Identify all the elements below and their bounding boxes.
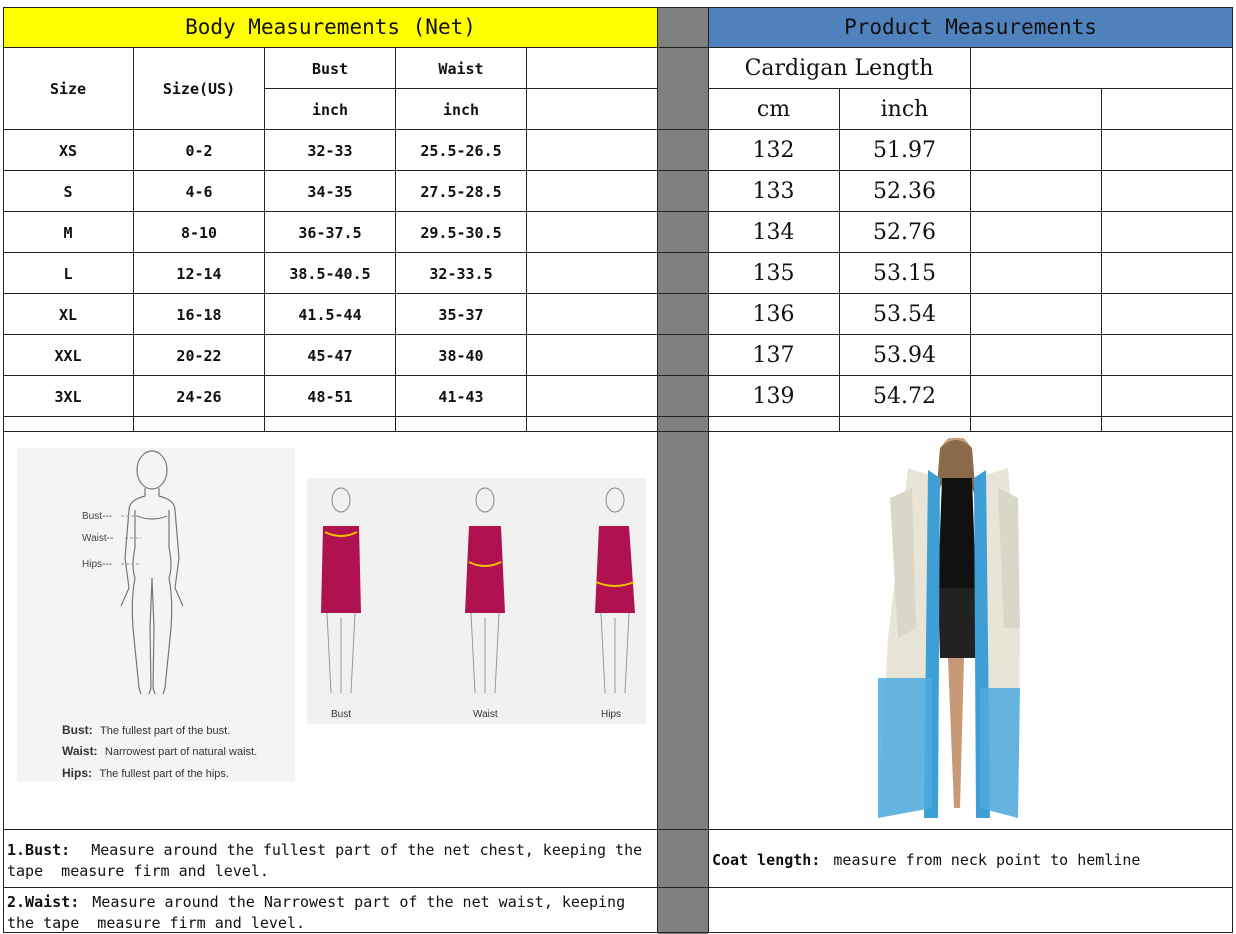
body-cell-bust: 41.5-44	[298, 305, 362, 324]
body-cell-size: M	[63, 223, 73, 242]
note-bust	[3, 840, 657, 882]
header-size: Size	[49, 80, 87, 98]
product-cell-inch: 52.76	[873, 220, 936, 245]
legend-hips-term: Hips:	[62, 766, 92, 780]
note-coat-desc: measure from neck point to hemline	[833, 851, 1141, 869]
header-waist: Waist	[438, 59, 484, 78]
product-cell-inch: 53.54	[873, 302, 936, 327]
product-cell-cm: 132	[752, 138, 795, 163]
product-cell-cm: 133	[752, 179, 795, 204]
svg-text:Waist: Narrowest part of	[62, 744, 257, 758]
body-measurement-diagram	[17, 448, 295, 781]
product-cell-cm: 136	[752, 302, 795, 327]
product-cell-inch: 51.97	[873, 138, 936, 163]
legend-waist-desc: Narrowest part of natural waist.	[104, 746, 258, 758]
product-cell-inch: 53.94	[873, 343, 936, 368]
body-cell-size-us: 20-22	[176, 346, 222, 365]
dress-figure-bust	[321, 488, 361, 693]
product-cell-inch: 52.36	[873, 179, 936, 204]
body-cell-waist: 38-40	[438, 346, 484, 365]
legend-bust-desc: The fullest part of the bust.	[100, 725, 231, 737]
product-cell-inch: 53.15	[873, 261, 936, 286]
diagram-label-hips: Hips---	[82, 559, 112, 570]
body-cell-size-us: 16-18	[176, 305, 222, 324]
body-cell-size: XL	[58, 305, 78, 324]
diagram-label-waist: Waist--	[82, 533, 114, 544]
body-cell-size-us: 24-26	[176, 387, 222, 406]
note-waist-line1: Measure around the Narrowest part of the net waist, keeping	[92, 893, 626, 911]
legend-waist-term: Waist:	[62, 744, 98, 758]
body-cell-size-us: 12-14	[176, 264, 222, 283]
product-cell-inch: 54.72	[873, 384, 936, 409]
product-cell-cm: 137	[752, 343, 795, 368]
note-waist-term: 2.Waist:	[7, 893, 80, 911]
header-bust-unit: inch	[311, 100, 349, 119]
body-cell-bust: 48-51	[307, 387, 353, 406]
header-unit-inch: inch	[880, 97, 929, 122]
svg-text:Hips: The fullest part o	[62, 766, 229, 780]
note-bust-line1: Measure around the fullest part of the net chest, keeping the	[91, 841, 643, 859]
note-coat-length	[708, 850, 1232, 871]
diagram2-label-waist: Waist	[473, 709, 498, 720]
body-cell-size: XXL	[54, 346, 82, 365]
body-cell-waist: 25.5-26.5	[420, 141, 502, 160]
note-waist-line2: the tape measure firm and level.	[7, 914, 306, 932]
gray-separator-column	[658, 7, 708, 934]
body-cell-waist: 35-37	[438, 305, 484, 324]
svg-text:Bust: The fullest part o	[62, 723, 230, 737]
body-measurements-title: Body Measurements (Net)	[185, 15, 476, 39]
header-size-us: Size(US)	[162, 80, 236, 98]
body-cell-size-us: 4-6	[185, 182, 213, 201]
body-cell-size: L	[63, 264, 73, 283]
legend-hips-desc: The fullest part of the hips.	[99, 768, 229, 780]
cardigan-product-photo	[868, 438, 1030, 823]
product-cell-cm: 134	[752, 220, 795, 245]
body-cell-size: 3XL	[54, 387, 82, 406]
body-cell-bust: 38.5-40.5	[289, 264, 371, 283]
diagram2-label-bust: Bust	[331, 709, 352, 720]
body-cell-waist: 27.5-28.5	[420, 182, 502, 201]
body-cell-size-us: 8-10	[180, 223, 218, 242]
product-cell-cm: 135	[752, 261, 795, 286]
body-cell-bust: 45-47	[307, 346, 353, 365]
body-cell-bust: 34-35	[307, 182, 353, 201]
body-cell-bust: 32-33	[307, 141, 353, 160]
header-unit-cm: cm	[756, 97, 791, 122]
header-waist-unit: inch	[442, 100, 480, 119]
note-waist	[3, 892, 657, 934]
product-measurements-title: Product Measurements	[844, 15, 1097, 39]
body-cell-size: XS	[58, 141, 78, 160]
tape-measurement-diagram	[307, 478, 646, 724]
diagram2-label-hips: Hips	[601, 709, 622, 720]
female-figure-outline	[121, 451, 183, 694]
note-bust-line2: tape measure firm and level.	[7, 862, 269, 880]
legend-bust-term: Bust:	[62, 723, 93, 737]
body-cell-size-us: 0-2	[185, 141, 213, 160]
product-cell-cm: 139	[752, 384, 795, 409]
body-cell-waist: 41-43	[438, 387, 484, 406]
body-cell-waist: 29.5-30.5	[420, 223, 502, 242]
diagram-label-bust: Bust---	[82, 511, 112, 522]
dress-figure-hips	[595, 488, 635, 693]
header-cardigan-length: Cardigan Length	[744, 56, 934, 81]
dress-figure-waist	[465, 488, 505, 693]
header-bust: Bust	[311, 59, 349, 78]
body-cell-waist: 32-33.5	[429, 264, 493, 283]
note-bust-term: 1.Bust:	[7, 841, 71, 859]
body-cell-bust: 36-37.5	[298, 223, 362, 242]
body-cell-size: S	[63, 182, 73, 201]
note-coat-term: Coat length:	[712, 851, 821, 869]
